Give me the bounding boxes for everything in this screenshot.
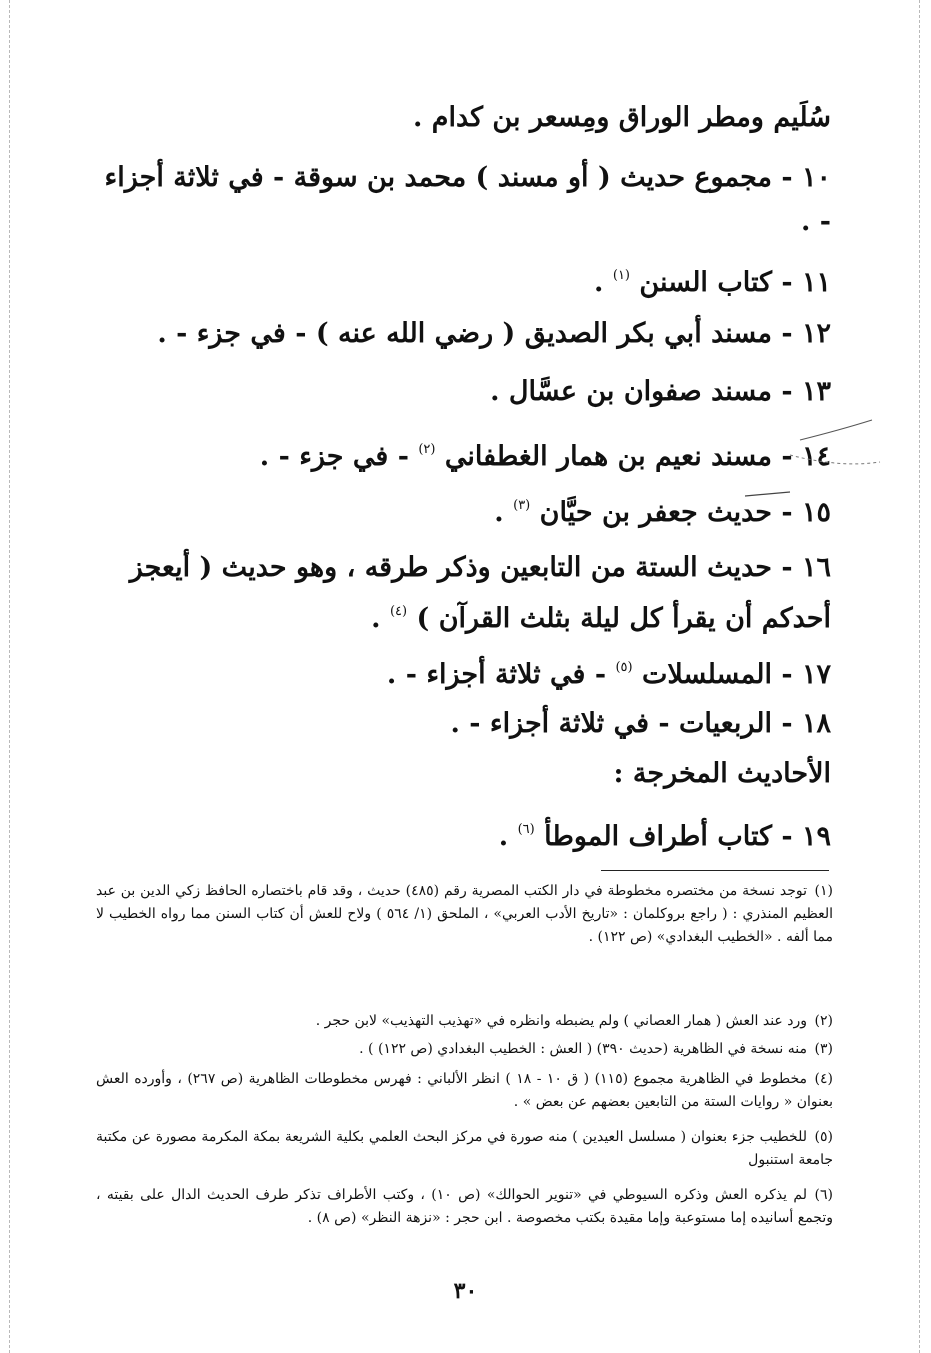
footnote-number: (٣) <box>814 1041 833 1057</box>
footnote-ref-1[interactable]: (١) <box>612 268 630 283</box>
page-number: ٣٠ <box>453 1278 478 1304</box>
footnote-text: لم يذكره العش وذكره السيوطي في «تنوير الحوالك» (ص ١٠) ، وكتب الأطراف تذكر طرف الحديث الدال على بقيته ، وتجمع أسانيده إما مستوعبة وإما مقيدة بكتب مخصوصة . ابن حجر : «نزهة النظر» (ص ٨) . <box>96 1187 833 1226</box>
main-item-18: ١٨ - الربعيات - في ثلاثة أجزاء - . <box>450 708 831 739</box>
footnote-text: توجد نسخة من مختصره مخطوطة في دار الكتب المصرية رقم (٤٨٥) حديث ، وقد قام باختصاره الحافظ زكي الدين بن عبد العظيم المنذري : ( راجع بروكلمان : «تاريخ الأدب العربي» ، الملحق (١/ ٥٦٤ ) ولاح للعش أن كتاب السنن مما رواه الخطيب لا مما ألفه . «الخطيب البغدادي» (ص ١٢٢) . <box>96 883 834 945</box>
footnote-text: للخطيب جزء بعنوان ( مسلسل العيدين ) منه صورة في مركز البحث العلمي بكلية الشريعة بمكة المكرمة مصورة عن مكتبة جامعة استنبول <box>96 1129 833 1168</box>
main-item-11: ١١ - كتاب السنن $^{(١)}$ . <box>594 267 831 298</box>
main-item-15: ١٥ - حديث جعفر بن حيَّان $^{(٣)}$ . <box>494 497 831 528</box>
footnote-number: (٦) <box>814 1187 833 1203</box>
footnote-number: (٥) <box>814 1129 833 1145</box>
footnote-ref-4[interactable]: (٤) <box>389 604 408 619</box>
footnote-text: ورد عند العش ( همار العصاني ) ولم يضبطه وانظره في «تهذيب التهذيب» لابن حجر . <box>315 1013 807 1029</box>
footnote-number: (٤) <box>814 1071 833 1087</box>
footnote-text: مخطوط في الظاهرية مجموع (١١٥) ( ق ١٠ - ١٨ ) انظر الألباني : فهرس مخطوطات الظاهرية (ص ٢٦٧) ، وأورده العش بعنوان « روايات الستة من التابعين بعضهم عن بعض » . <box>96 1071 833 1110</box>
main-item-14: ١٤ - مسند نعيم بن همار الغطفاني $^{(٢)}$ - في جزء - . <box>259 441 831 472</box>
footnote-ref-5[interactable]: (٥) <box>615 660 633 675</box>
footnote-ref-6[interactable]: (٦) <box>517 822 535 837</box>
main-item-10: ١٠ - مجموع حديث ( أو مسند ) محمد بن سوقة - في ثلاثة أجزاء - . <box>104 162 831 237</box>
main-item-16: ١٦ - حديث الستة من التابعين وذكر طرقه ، وهو حديث ( أيعجز أحدكم أن يقرأ كل ليلة بثلث القرآن ) $^{(٤)}$ . <box>129 552 831 634</box>
section-heading: الأحاديث المخرجة : <box>613 758 831 789</box>
main-line-1: سُلَيم ومطر الوراق ومِسعر بن كدام . <box>412 102 831 133</box>
main-item-17: ١٧ - المسلسلات $^{(٥)}$ - في ثلاثة أجزاء - . <box>386 659 831 690</box>
main-item-19: ١٩ - كتاب أطراف الموطأ $^{(٦)}$ . <box>498 821 831 852</box>
footnote-ref-3[interactable]: (٣) <box>513 498 531 513</box>
footnote-text: منه نسخة في الظاهرية (حديث ٣٩٠) ( العش : الخطيب البغدادي (ص ١٢٢) ) . <box>359 1041 807 1057</box>
footnote-number: (٢) <box>814 1013 833 1029</box>
main-item-12: ١٢ - مسند أبي بكر الصديق ( رضي الله عنه ) - في جزء - . <box>157 318 831 349</box>
main-item-13: ١٣ - مسند صفوان بن عسَّال . <box>490 376 831 407</box>
footnote-ref-2[interactable]: (٢) <box>418 442 436 457</box>
footnote-number: (١) <box>814 883 834 899</box>
